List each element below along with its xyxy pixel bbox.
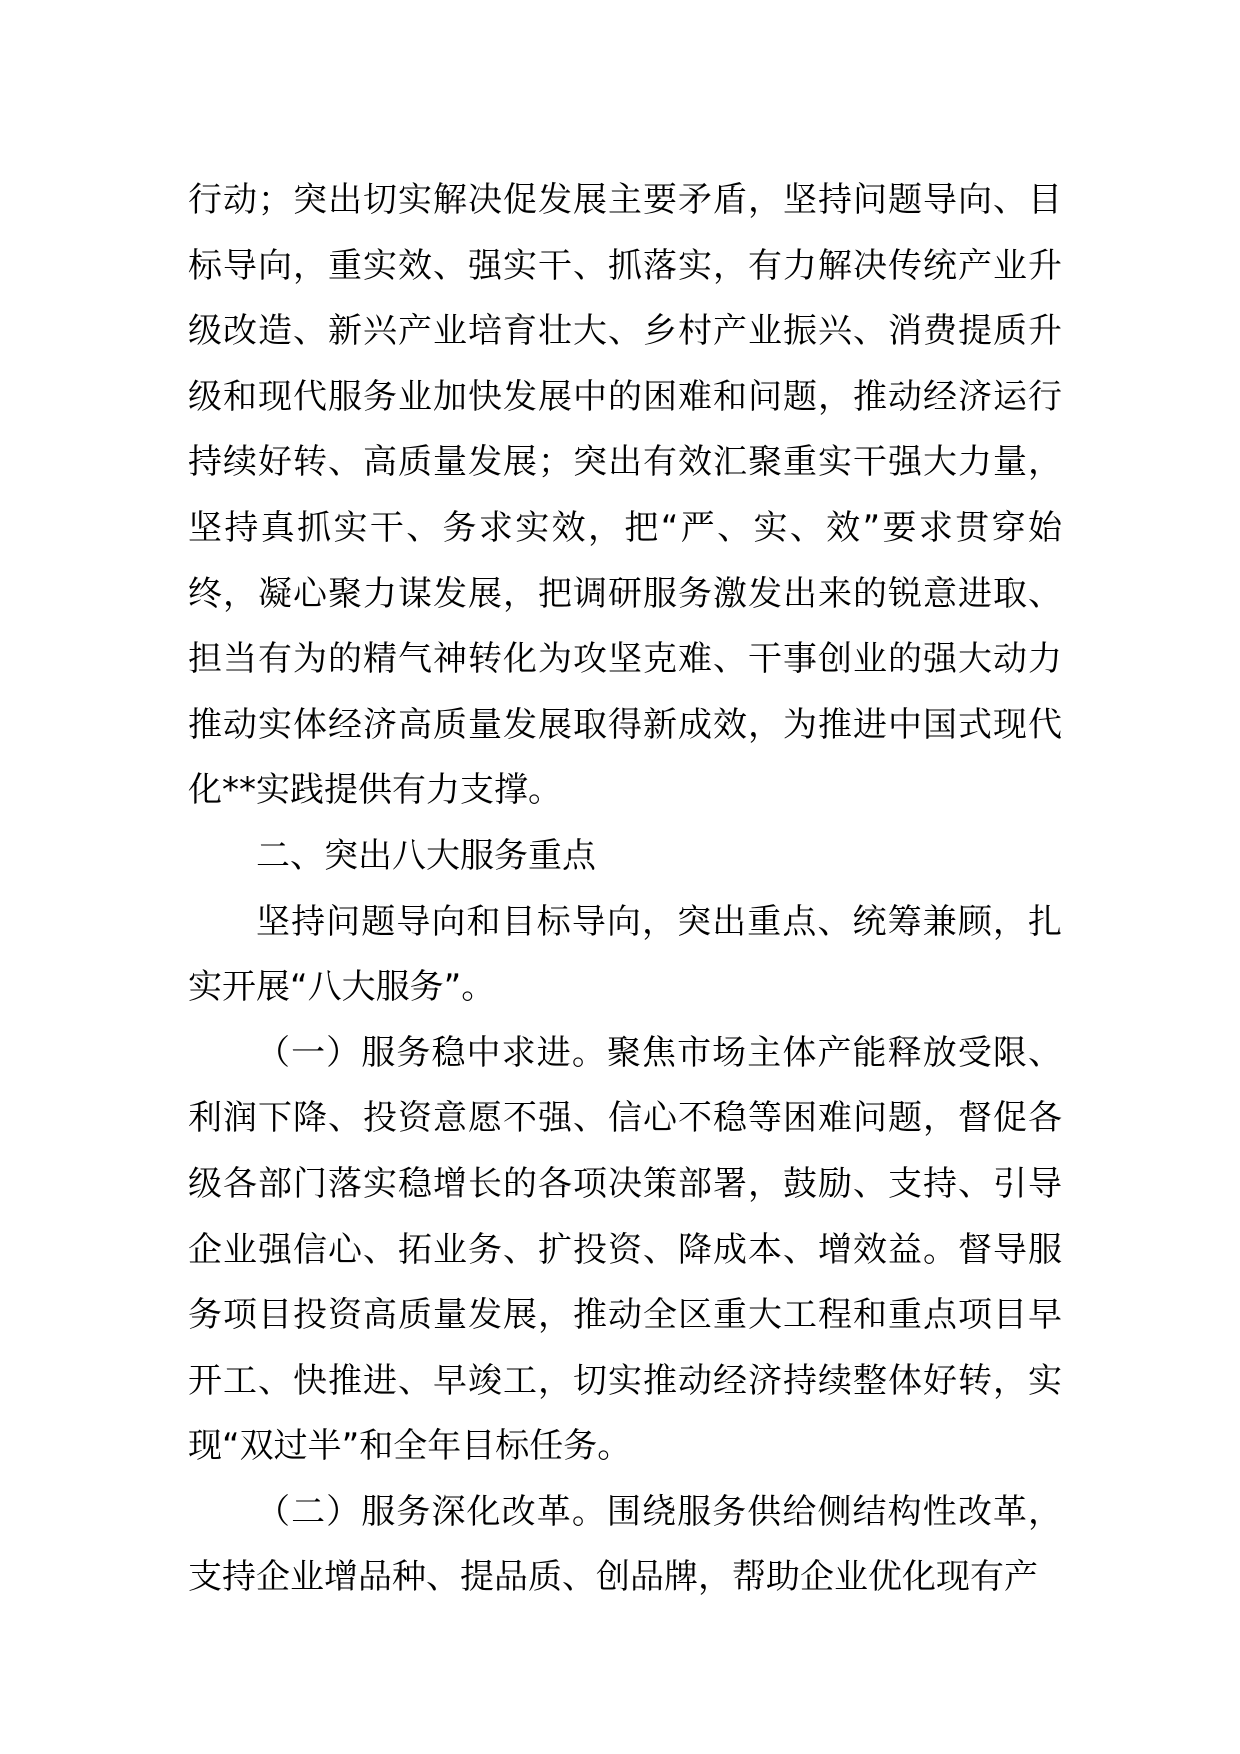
document-body bbox=[188, 168, 1062, 1611]
paragraph-intro: 坚持问题导向和目标导向，突出重点、统筹兼顾，扎实开展“八大服务”。 bbox=[188, 901, 1062, 1008]
paragraph-item-2: （二）服务深化改革。围绕服务供给侧结构性改革，支持企业增品种、提品质、创品牌，帮助企业优化现有产 bbox=[188, 1491, 1062, 1598]
section-heading: 二、突出八大服务重点 bbox=[256, 835, 596, 876]
paragraph-item-1: （一）服务稳中求进。聚焦市场主体产能释放受限、利润下降、投资意愿不强、信心不稳等困难问题，督促各级各部门落实稳增长的各项决策部署，鼓励、支持、引导企业强信心、拓业务、扩投资、降成本、增效益。督导服务项目投资高质量发展，推动全区重大工程和重点项目早开工、快推进、早竣工，切实推动经济持续整体好转，实现“双过半”和全年目标任务。 bbox=[188, 1032, 1062, 1467]
paragraph-continuation: 行动；突出切实解决促发展主要矛盾，坚持问题导向、目标导向，重实效、强实干、抓落实，有力解决传统产业升级改造、新兴产业培育壮大、乡村产业振兴、消费提质升级和现代服务业加快发展中的困难和问题，推动经济运行持续好转、高质量发展；突出有效汇聚重实干强大力量，坚持真抓实干、务求实效，把“严、实、效”要求贯穿始终，凝心聚力谋发展，把调研服务激发出来的锐意进取、担当有为的精气神转化为攻坚克难、干事创业的强大动力推动实体经济高质量发展取得新成效，为推进中国式现代化**实践提供有力支撑。 bbox=[188, 180, 1062, 811]
